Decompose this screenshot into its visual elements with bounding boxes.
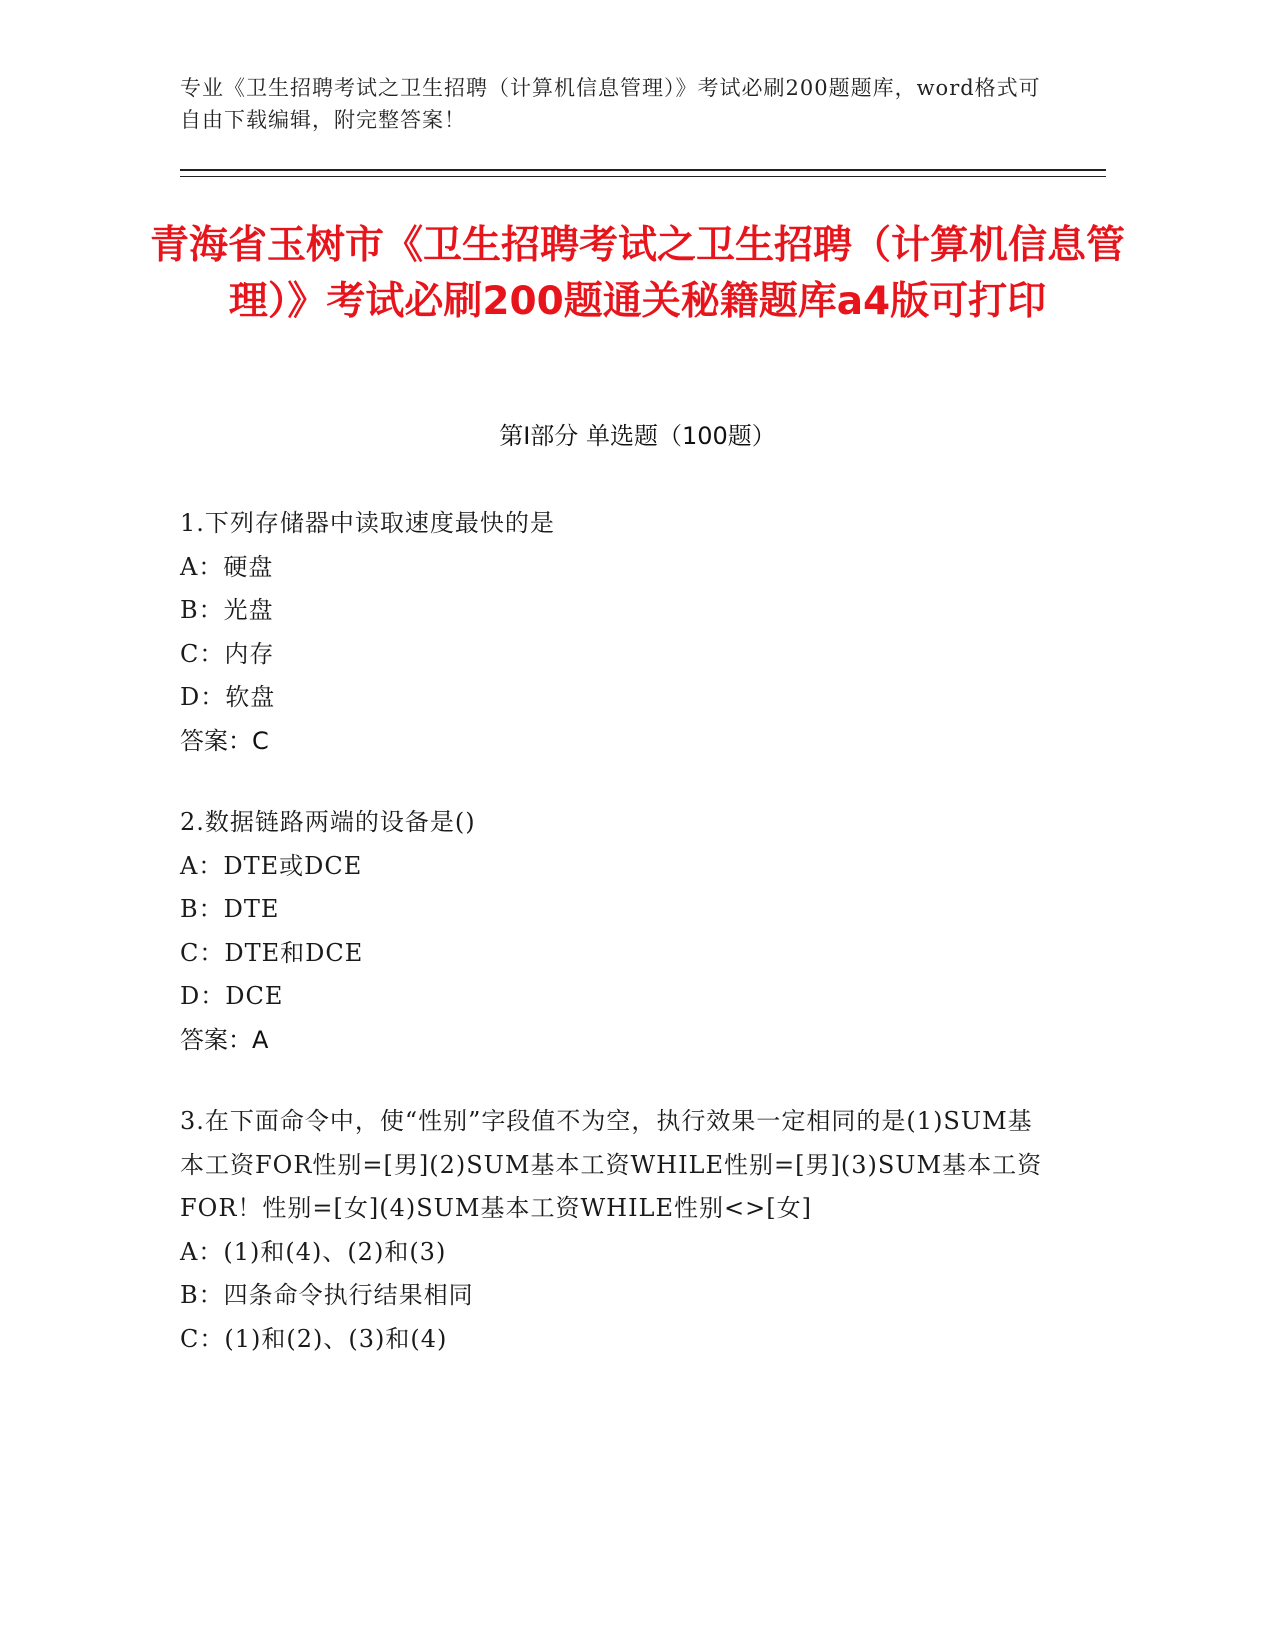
question-stem: 3.在下面命令中，使“性别”字段值不为空，执行效果一定相同的是(1)SUM基本工资FOR性别=[男](2)SUM基本工资WHILE性别=[男](3)SUM基本工资FOR！性别=[女](4)SUM基本工资WHILE性别<>[女] xyxy=(180,1107,1043,1222)
option-c: C：(1)和(2)、(3)和(4) xyxy=(180,1324,448,1353)
option-a: A：DTE或DCE xyxy=(180,851,363,880)
answer-line: 答案：C xyxy=(180,726,269,755)
answer-line: 答案：A xyxy=(180,1025,269,1054)
question-item xyxy=(180,502,1050,763)
option-b: B：光盘 xyxy=(180,596,274,624)
option-b: B：四条命令执行结果相同 xyxy=(180,1281,474,1309)
header-note: 专业《卫生招聘考试之卫生招聘（计算机信息管理）》考试必刷200题题库，word格式可自由下载编辑，附完整答案！ xyxy=(180,76,1041,132)
option-c: C：内存 xyxy=(180,639,275,668)
section-title: 第Ⅰ部分 单选题（100题） xyxy=(499,422,776,450)
option-d: D：软盘 xyxy=(180,683,276,711)
question-stem: 2.数据链路两端的设备是() xyxy=(180,808,476,836)
option-a: A：(1)和(4)、(2)和(3) xyxy=(180,1237,447,1266)
question-list xyxy=(180,502,1050,1399)
question-stem: 1.下列存储器中读取速度最快的是 xyxy=(180,509,555,537)
question-item xyxy=(180,801,1050,1062)
document-title: 青海省玉树市《卫生招聘考试之卫生招聘（计算机信息管理）》考试必刷200题通关秘籍题库a4版可打印 xyxy=(150,223,1126,324)
question-item xyxy=(180,1100,1050,1361)
header-rule-thick xyxy=(180,169,1106,171)
option-d: D：DCE xyxy=(180,982,284,1010)
option-b: B：DTE xyxy=(180,895,280,923)
header-rule-thin xyxy=(180,176,1106,177)
option-c: C：DTE和DCE xyxy=(180,938,364,967)
option-a: A：硬盘 xyxy=(180,552,274,581)
